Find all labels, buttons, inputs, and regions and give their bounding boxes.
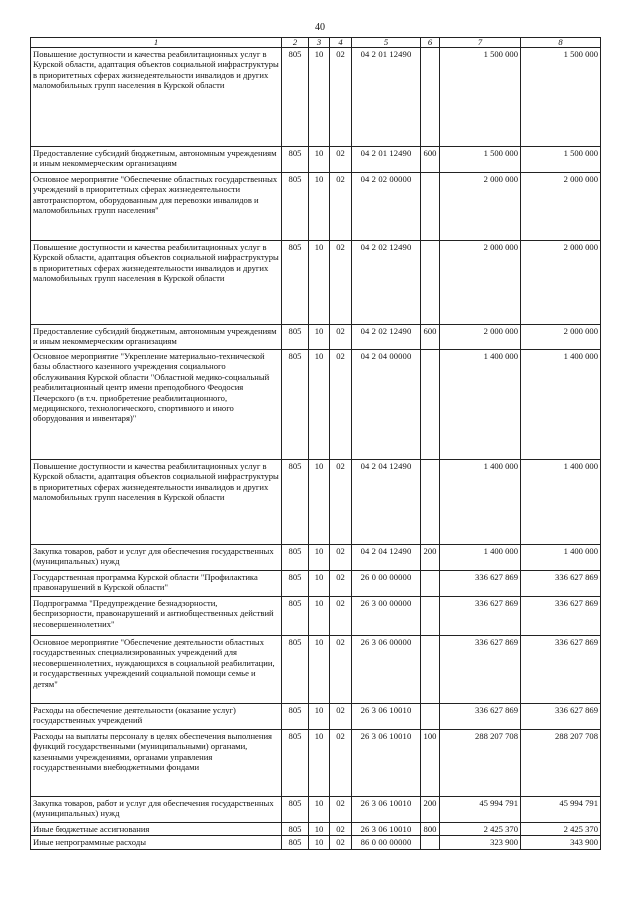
row-ministry-code: 805 (282, 350, 309, 460)
row-ministry-code: 805 (282, 836, 309, 849)
row-amount-1: 1 500 000 (440, 147, 521, 173)
row-target-article: 26 0 00 00000 (352, 571, 421, 597)
row-ministry-code: 805 (282, 597, 309, 636)
row-expense-type (421, 48, 440, 147)
row-subsection: 02 (330, 325, 352, 350)
row-subsection: 02 (330, 460, 352, 545)
row-subsection: 02 (330, 545, 352, 571)
table-row (31, 545, 601, 571)
row-target-article: 26 3 06 10010 (352, 730, 421, 797)
row-expense-type (421, 704, 440, 730)
header-cell: 6 (421, 38, 440, 48)
row-section: 10 (309, 147, 330, 173)
row-amount-2: 288 207 708 (521, 730, 601, 797)
row-section: 10 (309, 704, 330, 730)
header-cell: 5 (352, 38, 421, 48)
row-amount-1: 1 500 000 (440, 48, 521, 147)
table-row (31, 48, 601, 147)
row-expense-type (421, 350, 440, 460)
row-amount-2: 336 627 869 (521, 636, 601, 704)
row-section: 10 (309, 823, 330, 836)
row-amount-2: 2 425 370 (521, 823, 601, 836)
row-ministry-code: 805 (282, 147, 309, 173)
row-amount-2: 336 627 869 (521, 571, 601, 597)
row-section: 10 (309, 636, 330, 704)
table-row (31, 823, 601, 836)
row-amount-2: 45 994 791 (521, 797, 601, 823)
row-section: 10 (309, 545, 330, 571)
table-row (31, 571, 601, 597)
row-amount-2: 336 627 869 (521, 704, 601, 730)
row-section: 10 (309, 48, 330, 147)
row-name: Предоставление субсидий бюджетным, автономным учреждениям и иным некоммерческим организациям (31, 147, 282, 173)
row-expense-type (421, 636, 440, 704)
row-subsection: 02 (330, 173, 352, 241)
row-amount-1: 1 400 000 (440, 460, 521, 545)
row-section: 10 (309, 460, 330, 545)
row-section: 10 (309, 597, 330, 636)
row-ministry-code: 805 (282, 823, 309, 836)
row-target-article: 04 2 02 00000 (352, 173, 421, 241)
row-ministry-code: 805 (282, 730, 309, 797)
row-name: Закупка товаров, работ и услуг для обеспечения государственных (муниципальных) нужд (31, 797, 282, 823)
row-expense-type: 200 (421, 545, 440, 571)
row-amount-1: 2 000 000 (440, 173, 521, 241)
row-target-article: 26 3 06 10010 (352, 797, 421, 823)
row-subsection: 02 (330, 704, 352, 730)
row-amount-1: 288 207 708 (440, 730, 521, 797)
row-ministry-code: 805 (282, 797, 309, 823)
row-subsection: 02 (330, 241, 352, 325)
row-amount-2: 1 400 000 (521, 350, 601, 460)
row-section: 10 (309, 797, 330, 823)
row-name: Повышение доступности и качества реабилитационных услуг в Курской области, адаптация объектов социальной инфраструктуры в приоритетных сферах жизнедеятельности инвалидов и других маломобильных групп населения в Курской области (31, 241, 282, 325)
header-cell: 1 (31, 38, 282, 48)
row-amount-1: 2 000 000 (440, 325, 521, 350)
header-cell: 4 (330, 38, 352, 48)
row-ministry-code: 805 (282, 571, 309, 597)
row-amount-1: 336 627 869 (440, 636, 521, 704)
row-target-article: 26 3 00 00000 (352, 597, 421, 636)
table-row (31, 173, 601, 241)
row-amount-2: 1 500 000 (521, 147, 601, 173)
row-expense-type: 200 (421, 797, 440, 823)
row-target-article: 26 3 06 10010 (352, 704, 421, 730)
row-expense-type: 600 (421, 325, 440, 350)
row-target-article: 04 2 01 12490 (352, 147, 421, 173)
row-amount-2: 1 500 000 (521, 48, 601, 147)
row-target-article: 26 3 06 10010 (352, 823, 421, 836)
row-expense-type: 600 (421, 147, 440, 173)
header-cell: 3 (309, 38, 330, 48)
table-row (31, 797, 601, 823)
row-section: 10 (309, 173, 330, 241)
row-subsection: 02 (330, 48, 352, 147)
header-cell: 8 (521, 38, 601, 48)
table-row (31, 147, 601, 173)
row-subsection: 02 (330, 636, 352, 704)
row-expense-type: 100 (421, 730, 440, 797)
table-row (31, 325, 601, 350)
row-subsection: 02 (330, 597, 352, 636)
row-subsection: 02 (330, 836, 352, 849)
row-subsection: 02 (330, 823, 352, 836)
row-target-article: 26 3 06 00000 (352, 636, 421, 704)
row-name: Расходы на выплаты персоналу в целях обеспечения выполнения функций государственными (муниципальными) органами, казенными учреждениями, органами управления государственными внебюджетными фондами (31, 730, 282, 797)
table-row (31, 460, 601, 545)
row-name: Основное мероприятие "Укрепление материально-технической базы областного казенного учреждения социального обслуживания Курской области "Областной медико-социальный реабилитационный центр имени преподобного Феодосия Печерского (в т.ч. приобретение реабилитационного, медицинского, технологического, спортивного и иного оборудования и инвентаря)" (31, 350, 282, 460)
budget-table (30, 37, 601, 850)
row-amount-1: 336 627 869 (440, 704, 521, 730)
row-name: Повышение доступности и качества реабилитационных услуг в Курской области, адаптация объектов социальной инфраструктуры в приоритетных сферах жизнедеятельности инвалидов и других маломобильных групп населения в Курской области (31, 48, 282, 147)
row-section: 10 (309, 241, 330, 325)
row-name: Подпрограмма "Предупреждение безнадзорности, беспризорности, правонарушений и антиобщественных действий несовершеннолетних" (31, 597, 282, 636)
row-name: Закупка товаров, работ и услуг для обеспечения государственных (муниципальных) нужд (31, 545, 282, 571)
row-expense-type (421, 597, 440, 636)
row-ministry-code: 805 (282, 704, 309, 730)
table-row (31, 350, 601, 460)
row-name: Расходы на обеспечение деятельности (оказание услуг) государственных учреждений (31, 704, 282, 730)
row-expense-type (421, 836, 440, 849)
row-amount-1: 336 627 869 (440, 597, 521, 636)
row-amount-2: 2 000 000 (521, 325, 601, 350)
table-row (31, 241, 601, 325)
row-expense-type (421, 241, 440, 325)
row-name: Повышение доступности и качества реабилитационных услуг в Курской области, адаптация объектов социальной инфраструктуры в приоритетных сферах жизнедеятельности инвалидов и других маломобильных групп населения в Курской области (31, 460, 282, 545)
row-target-article: 04 2 04 12490 (352, 545, 421, 571)
row-name: Иные бюджетные ассигнования (31, 823, 282, 836)
row-ministry-code: 805 (282, 241, 309, 325)
row-expense-type: 800 (421, 823, 440, 836)
row-name: Государственная программа Курской области "Профилактика правонарушений в Курской области" (31, 571, 282, 597)
row-expense-type (421, 173, 440, 241)
row-section: 10 (309, 350, 330, 460)
row-target-article: 04 2 04 00000 (352, 350, 421, 460)
table-row (31, 636, 601, 704)
row-target-article: 86 0 00 00000 (352, 836, 421, 849)
row-subsection: 02 (330, 147, 352, 173)
row-subsection: 02 (330, 350, 352, 460)
table-row (31, 730, 601, 797)
row-section: 10 (309, 571, 330, 597)
row-amount-2: 336 627 869 (521, 597, 601, 636)
row-ministry-code: 805 (282, 636, 309, 704)
header-cell: 7 (440, 38, 521, 48)
row-name: Предоставление субсидий бюджетным, автономным учреждениям и иным некоммерческим организациям (31, 325, 282, 350)
row-amount-2: 1 400 000 (521, 460, 601, 545)
row-subsection: 02 (330, 730, 352, 797)
row-amount-2: 343 900 (521, 836, 601, 849)
row-amount-1: 2 000 000 (440, 241, 521, 325)
table-row (31, 836, 601, 849)
row-amount-2: 1 400 000 (521, 545, 601, 571)
row-ministry-code: 805 (282, 325, 309, 350)
row-target-article: 04 2 01 12490 (352, 48, 421, 147)
row-amount-2: 2 000 000 (521, 173, 601, 241)
row-amount-1: 2 425 370 (440, 823, 521, 836)
header-cell: 2 (282, 38, 309, 48)
row-subsection: 02 (330, 571, 352, 597)
row-ministry-code: 805 (282, 460, 309, 545)
row-expense-type (421, 571, 440, 597)
row-ministry-code: 805 (282, 48, 309, 147)
row-ministry-code: 805 (282, 173, 309, 241)
page-number: 40 (315, 22, 325, 33)
row-amount-1: 336 627 869 (440, 571, 521, 597)
row-expense-type (421, 460, 440, 545)
row-amount-1: 323 900 (440, 836, 521, 849)
row-subsection: 02 (330, 797, 352, 823)
table-header-row (31, 38, 601, 48)
row-section: 10 (309, 730, 330, 797)
row-target-article: 04 2 02 12490 (352, 241, 421, 325)
row-amount-1: 45 994 791 (440, 797, 521, 823)
row-name: Основное мероприятие "Обеспечение областных государственных учреждений в приоритетных сферах жизнедеятельности автотранспортом, оборудованным для перевозки инвалидов и маломобильных групп населения" (31, 173, 282, 241)
row-amount-2: 2 000 000 (521, 241, 601, 325)
table-row (31, 597, 601, 636)
row-ministry-code: 805 (282, 545, 309, 571)
row-amount-1: 1 400 000 (440, 545, 521, 571)
row-name: Основное мероприятие "Обеспечение деятельности областных государственных специализированных учреждений для несовершеннолетних, нуждающихся в социальной реабилитации, и государственных учреждений социальной помощи семье и детям" (31, 636, 282, 704)
table-row (31, 704, 601, 730)
row-amount-1: 1 400 000 (440, 350, 521, 460)
row-section: 10 (309, 325, 330, 350)
row-name: Иные непрограммные расходы (31, 836, 282, 849)
row-target-article: 04 2 04 12490 (352, 460, 421, 545)
row-section: 10 (309, 836, 330, 849)
row-target-article: 04 2 02 12490 (352, 325, 421, 350)
